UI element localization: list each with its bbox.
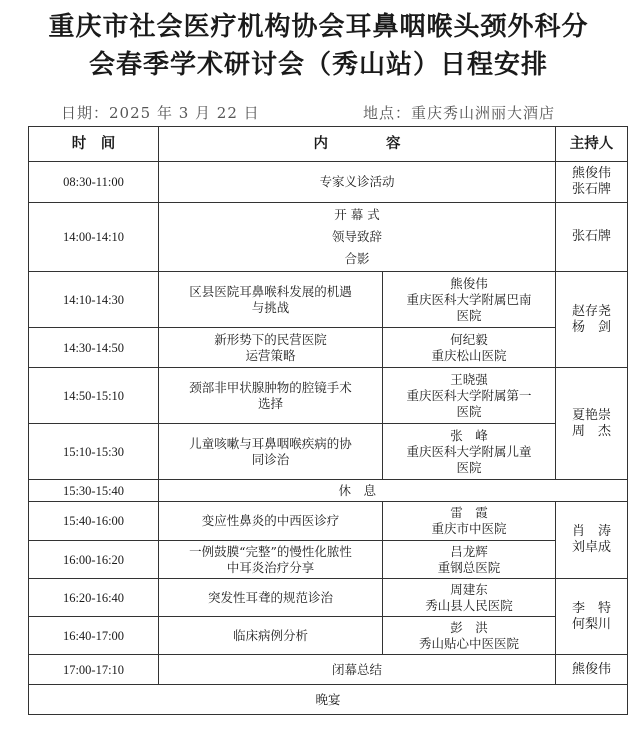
time-cell: 17:00-17:10 — [29, 655, 159, 685]
time-cell: 15:10-15:30 — [29, 424, 159, 480]
speaker-cell: 彭 洪 秀山贴心中医医院 — [383, 617, 556, 655]
table-row — [29, 579, 628, 617]
topic-cell: 突发性耳聋的规范诊治 — [159, 579, 383, 617]
table-row — [29, 424, 628, 480]
speaker-cell: 周建东 秀山县人民医院 — [383, 579, 556, 617]
host-cell: 熊俊伟 — [556, 655, 628, 685]
speaker-cell: 张 峰 重庆医科大学附属儿童 医院 — [383, 424, 556, 480]
table-row — [29, 328, 628, 368]
topic-cell: 变应性鼻炎的中西医诊疗 — [159, 502, 383, 541]
time-cell: 14:10-14:30 — [29, 272, 159, 328]
table-row — [29, 502, 628, 541]
topic-cell: 一例鼓膜“完整”的慢性化脓性 中耳炎治疗分享 — [159, 541, 383, 579]
empty-cell — [556, 480, 628, 502]
table-row — [29, 368, 628, 424]
topic-cell: 临床病例分析 — [159, 617, 383, 655]
header-time: 时 间 — [29, 127, 159, 162]
time-cell: 16:40-17:00 — [29, 617, 159, 655]
time-cell: 16:20-16:40 — [29, 579, 159, 617]
topic-cell: 儿童咳嗽与耳鼻咽喉疾病的协 同诊治 — [159, 424, 383, 480]
host-cell: 熊俊伟 张石牌 — [556, 162, 628, 203]
content-cell: 专家义诊活动 — [159, 162, 556, 203]
speaker-cell: 雷 霞 重庆市中医院 — [383, 502, 556, 541]
page-title-line-2: 会春季学术研讨会（秀山站）日程安排 — [88, 50, 548, 80]
time-cell: 14:50-15:10 — [29, 368, 159, 424]
table-row — [29, 655, 628, 685]
host-cell: 肖 涛 刘卓成 — [556, 502, 628, 579]
time-cell: 14:00-14:10 — [29, 203, 159, 272]
topic-cell: 区县医院耳鼻喉科发展的机遇 与挑战 — [159, 272, 383, 328]
header-host: 主持人 — [556, 127, 628, 162]
speaker-cell: 熊俊伟 重庆医科大学附属巴南 医院 — [383, 272, 556, 328]
table-row — [29, 162, 628, 203]
table-row — [29, 685, 628, 715]
table-header-row — [29, 127, 628, 162]
content-cell: 开 幕 式 领导致辞 合影 — [159, 203, 556, 272]
schedule-table — [28, 126, 628, 715]
event-location: 地点：重庆秀山洲丽大酒店 — [363, 104, 556, 122]
table-row — [29, 617, 628, 655]
topic-cell: 颈部非甲状腺肿物的腔镜手术 选择 — [159, 368, 383, 424]
time-cell: 08:30-11:00 — [29, 162, 159, 203]
time-cell: 15:30-15:40 — [29, 480, 159, 502]
dinner-cell: 晚宴 — [29, 685, 628, 715]
topic-cell: 新形势下的民营医院 运营策略 — [159, 328, 383, 368]
host-cell: 李 特 何梨川 — [556, 579, 628, 655]
table-row — [29, 272, 628, 328]
time-cell: 16:00-16:20 — [29, 541, 159, 579]
host-cell: 夏艳崇 周 杰 — [556, 368, 628, 480]
page-title-line-1: 重庆市社会医疗机构协会耳鼻咽喉头颈外科分 — [48, 12, 589, 42]
content-cell: 闭幕总结 — [159, 655, 556, 685]
host-cell: 赵存尧 杨 剑 — [556, 272, 628, 368]
break-cell: 休 息 — [159, 480, 556, 502]
table-row — [29, 203, 628, 272]
speaker-cell: 王晓强 重庆医科大学附属第一 医院 — [383, 368, 556, 424]
event-date: 日期：2025 年 3 月 22 日 — [61, 104, 260, 122]
table-row — [29, 541, 628, 579]
table-row — [29, 480, 628, 502]
speaker-cell: 吕龙辉 重钢总医院 — [383, 541, 556, 579]
speaker-cell: 何纪毅 重庆松山医院 — [383, 328, 556, 368]
header-content: 内 容 — [159, 127, 556, 162]
host-cell: 张石牌 — [556, 203, 628, 272]
time-cell: 14:30-14:50 — [29, 328, 159, 368]
time-cell: 15:40-16:00 — [29, 502, 159, 541]
